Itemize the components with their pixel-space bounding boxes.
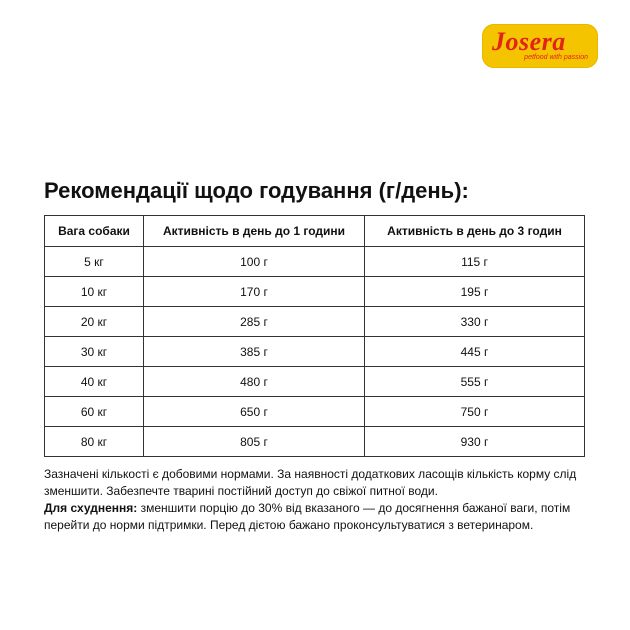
notes-weight-loss [44, 500, 604, 534]
feeding-table [44, 215, 585, 457]
logo-brand-name: Josera [492, 27, 566, 56]
cell-weight: 20 кг [45, 307, 144, 337]
header-activity-1h: Активність в день до 1 години [144, 216, 365, 247]
cell-weight: 60 кг [45, 397, 144, 427]
cell-weight: 5 кг [45, 247, 144, 277]
header-activity-3h: Активність в день до 3 годин [365, 216, 585, 247]
table-row [45, 277, 585, 307]
cell-amount-3h: 930 г [365, 427, 585, 457]
table-row [45, 397, 585, 427]
notes-daily-norms: Зазначені кількості є добовими нормами. За наявності додаткових ласощів кількість корму слід зменшити. Забезпечте тварині постійний доступ до свіжої питної води. [44, 467, 577, 498]
cell-amount-1h: 805 г [144, 427, 365, 457]
cell-amount-1h: 170 г [144, 277, 365, 307]
table-row [45, 337, 585, 367]
header-dog-weight: Вага собаки [45, 216, 144, 247]
cell-amount-3h: 555 г [365, 367, 585, 397]
table-header-row [45, 216, 585, 247]
cell-weight: 80 кг [45, 427, 144, 457]
cell-amount-1h: 285 г [144, 307, 365, 337]
table-row [45, 247, 585, 277]
table-row [45, 427, 585, 457]
feeding-notes [44, 466, 604, 534]
cell-amount-3h: 445 г [365, 337, 585, 367]
table-row [45, 367, 585, 397]
cell-amount-1h: 385 г [144, 337, 365, 367]
table-row [45, 307, 585, 337]
cell-amount-3h: 750 г [365, 397, 585, 427]
cell-weight: 40 кг [45, 367, 144, 397]
josera-logo [482, 24, 598, 68]
cell-weight: 30 кг [45, 337, 144, 367]
cell-weight: 10 кг [45, 277, 144, 307]
page-title: Рекомендації щодо годування (г/день): [44, 178, 469, 203]
cell-amount-1h: 100 г [144, 247, 365, 277]
weight-loss-label: Для схуднення: [44, 501, 138, 515]
cell-amount-1h: 650 г [144, 397, 365, 427]
cell-amount-3h: 195 г [365, 277, 585, 307]
cell-amount-3h: 330 г [365, 307, 585, 337]
cell-amount-1h: 480 г [144, 367, 365, 397]
weight-loss-text: зменшити порцію до 30% від вказаного — до досягнення бажаної ваги, потім перейти до норми підтримки. Перед дієтою бажано проконсультуватися з ветеринаром. [44, 501, 571, 532]
cell-amount-3h: 115 г [365, 247, 585, 277]
logo-tagline: petfood with passion [524, 54, 588, 61]
